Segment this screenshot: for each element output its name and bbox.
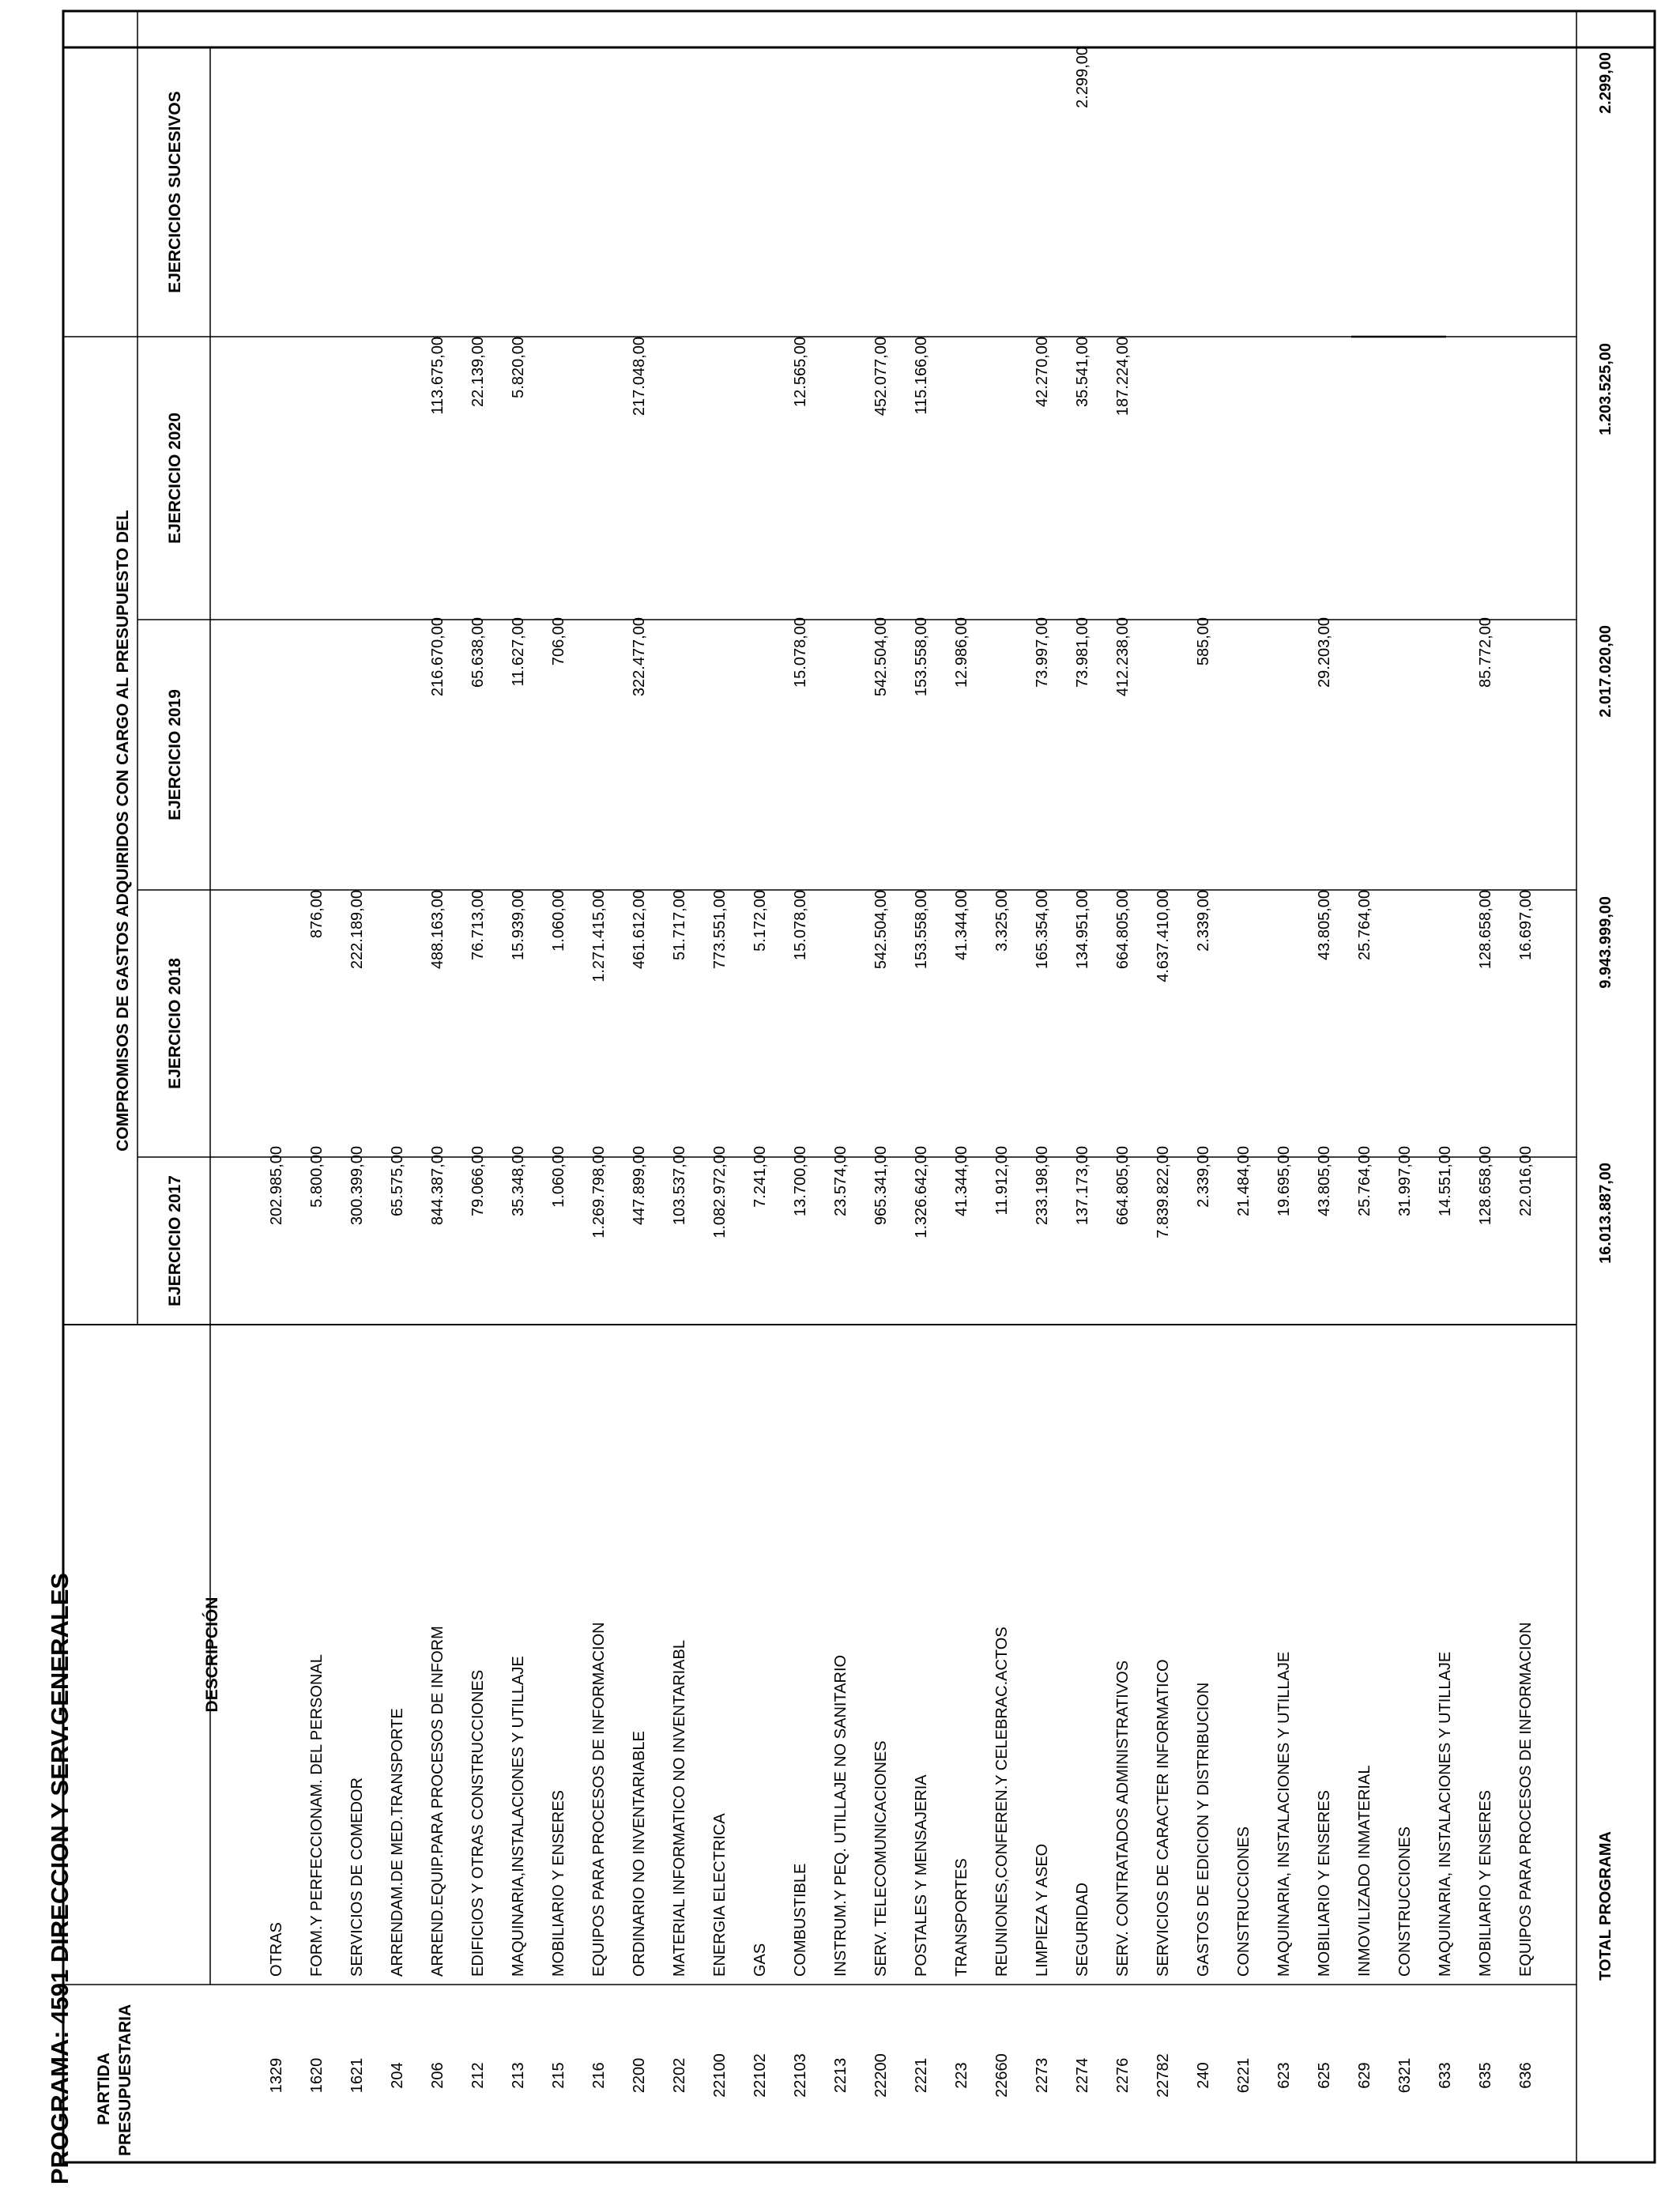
partida-code: 2213 — [832, 2057, 849, 2094]
partida-code: 22782 — [1155, 2053, 1172, 2098]
ejercicio-2020-cell: 5.820,00 — [510, 337, 527, 398]
ejercicio-2017-cell: 7.839.822,00 — [1155, 1146, 1172, 1238]
ejercicio-2017-cell: 202.985,00 — [268, 1146, 285, 1226]
ejercicio-2019-cell — [1355, 617, 1375, 890]
ejercicio-2017-cell: 23.574,00 — [832, 1146, 849, 1216]
ejercicio-2020-cell — [549, 337, 569, 620]
descripcion-cell: ARREND.EQUIP.PARA PROCESOS DE INFORM — [429, 1626, 446, 1977]
partida-code: 633 — [1437, 2062, 1454, 2089]
descripcion-cell: SERV. TELECOMUNICACIONES — [872, 1740, 890, 1977]
ejercicio-2019-cell — [710, 617, 730, 890]
page-title: PROGRAMA: 4591 DIRECCION Y SERV.GENERALES — [46, 1572, 73, 2185]
ejercicio-2017-cell: 25.764,00 — [1356, 1146, 1373, 1216]
ejercicio-2018-cell: 16.697,00 — [1517, 890, 1535, 960]
ejercicio-2020-cell — [952, 337, 972, 620]
ejercicio-2020-cell — [831, 337, 851, 620]
descripcion-cell: OTRAS — [268, 1922, 285, 1977]
descripcion-cell: CONSTRUCCIONES — [1235, 1826, 1252, 1977]
ejercicio-2018-cell: 43.805,00 — [1316, 890, 1333, 960]
partida-code: 206 — [429, 2062, 446, 2089]
ejercicios-sucesivos-cell — [469, 47, 488, 337]
descripcion-cell: SERV. CONTRATADOS ADMINISTRATIVOS — [1114, 1660, 1132, 1977]
ejercicio-2018-cell: 153.558,00 — [913, 890, 930, 970]
ejercicio-2019-cell: 322.477,00 — [631, 617, 648, 697]
descripcion-cell: REUNIONES,CONFEREN.Y CELEBRAC.ACTOS — [993, 1627, 1011, 1977]
ejercicio-2020-cell — [710, 337, 730, 620]
partida-code: 22102 — [751, 2053, 769, 2098]
ejercicio-2018-cell: 1.271.415,00 — [590, 890, 608, 982]
total-label: TOTAL PROGRAMA — [1597, 1831, 1614, 1981]
ejercicio-2020-cell: 22.139,00 — [469, 337, 487, 407]
header-ejercicio-2018: EJERCICIO 2018 — [166, 958, 184, 1089]
ejercicio-2020-cell — [267, 337, 287, 620]
ejercicios-sucesivos-cell — [872, 47, 891, 337]
partida-code: 2221 — [913, 2057, 930, 2094]
partida-code: 1620 — [308, 2057, 326, 2094]
ejercicio-2018-cell — [1275, 890, 1294, 1157]
ejercicio-2018-cell: 51.717,00 — [671, 890, 688, 960]
ejercicios-sucesivos-cell — [1355, 47, 1375, 337]
header-ejercicio-2017: EJERCICIO 2017 — [166, 1175, 184, 1306]
partida-code: 213 — [510, 2062, 527, 2089]
ejercicio-2020-cell — [1516, 337, 1536, 620]
ejercicios-sucesivos-cell — [1275, 47, 1294, 337]
descripcion-cell: FORM.Y PERFECCIONAM. DEL PERSONAL — [308, 1654, 326, 1977]
ejercicio-2020-cell: 452.077,00 — [872, 337, 890, 417]
ejercicio-2019-cell: 11.627,00 — [510, 617, 527, 687]
header-ejercicio-2020: EJERCICIO 2020 — [166, 413, 184, 544]
descripcion-cell: ORDINARIO NO INVENTARIABLE — [631, 1731, 648, 1977]
descripcion-cell: POSTALES Y MENSAJERIA — [913, 1774, 930, 1977]
partida-code: 1621 — [348, 2057, 366, 2094]
ejercicio-2017-cell: 664.805,00 — [1114, 1146, 1132, 1226]
ejercicios-sucesivos-cell — [509, 47, 529, 337]
ejercicio-2017-cell: 14.551,00 — [1437, 1146, 1454, 1216]
ejercicios-sucesivos-cell — [831, 47, 851, 337]
ejercicio-2018-cell — [1436, 890, 1456, 1157]
ejercicio-2020-cell — [1275, 337, 1294, 620]
ejercicio-2020-cell — [1396, 337, 1415, 620]
ejercicio-2018-cell — [831, 890, 851, 1157]
ejercicio-2019-cell: 412.238,00 — [1114, 617, 1132, 697]
ejercicio-2017-cell: 21.484,00 — [1235, 1146, 1252, 1216]
partida-code: 22100 — [711, 2053, 729, 2098]
ejercicio-2019-cell — [590, 617, 609, 890]
partida-code: 22660 — [993, 2053, 1011, 2098]
ejercicio-2017-cell: 1.060,00 — [550, 1146, 567, 1208]
ejercicio-2019-cell: 153.558,00 — [913, 617, 930, 697]
ejercicio-2017-cell: 137.173,00 — [1074, 1146, 1091, 1226]
ejercicio-2020-cell: 187.224,00 — [1114, 337, 1132, 417]
ejercicio-2018-cell: 222.189,00 — [348, 890, 366, 970]
descripcion-cell: SERVICIOS DE COMEDOR — [348, 1777, 366, 1977]
ejercicio-2020-cell — [590, 337, 609, 620]
ejercicios-sucesivos-cell — [1396, 47, 1415, 337]
ejercicio-2017-cell: 1.326.642,00 — [913, 1146, 930, 1238]
ejercicio-2017-cell: 128.658,00 — [1477, 1146, 1494, 1226]
table-outer-border — [63, 11, 1655, 2162]
ejercicio-2017-cell: 35.348,00 — [510, 1146, 527, 1216]
ejercicios-sucesivos-cell — [791, 47, 811, 337]
ejercicio-2019-cell: 29.203,00 — [1316, 617, 1333, 688]
partida-code: 2274 — [1074, 2057, 1091, 2094]
ejercicio-2018-cell: 461.612,00 — [631, 890, 648, 970]
descripcion-cell: MOBILIARIO Y ENSERES — [1316, 1789, 1333, 1977]
ejercicio-2018-cell: 2.339,00 — [1195, 890, 1212, 952]
ejercicio-2020-cell — [1476, 337, 1496, 620]
ejercicio-2018-cell: 1.060,00 — [550, 890, 567, 952]
header-partida: PARTIDA PRESUPUESTARIA — [95, 2004, 134, 2156]
ejercicio-2020-cell: 113.675,00 — [429, 337, 446, 415]
ejercicio-2020-cell: 115.166,00 — [913, 337, 930, 415]
ejercicio-2018-cell: 128.658,00 — [1477, 890, 1494, 970]
ejercicio-2018-cell — [388, 890, 408, 1157]
ejercicios-sucesivos-cell — [1113, 47, 1133, 337]
total-2017: 16.013.887,00 — [1597, 1163, 1614, 1264]
descripcion-cell: MATERIAL INFORMATICO NO INVENTARIABL — [671, 1640, 688, 1977]
ejercicio-2018-cell: 165.354,00 — [1034, 890, 1051, 970]
ejercicio-2017-cell: 13.700,00 — [792, 1146, 809, 1216]
ejercicio-2018-cell: 134.951,00 — [1074, 890, 1091, 970]
ejercicio-2019-cell — [1234, 617, 1254, 890]
descripcion-cell: MOBILIARIO Y ENSERES — [1477, 1789, 1494, 1977]
partida-code: 22103 — [792, 2053, 809, 2098]
descripcion-cell: INSTRUM.Y PEQ. UTILLAJE NO SANITARIO — [832, 1654, 849, 1977]
ejercicios-sucesivos-cell — [348, 47, 367, 337]
ejercicio-2018-cell: 25.764,00 — [1356, 890, 1373, 960]
ejercicios-sucesivos-cell — [307, 47, 327, 337]
partida-code: 636 — [1517, 2062, 1535, 2089]
ejercicios-sucesivos-cell: 2.299,00 — [1074, 47, 1091, 108]
ejercicio-2018-cell — [267, 890, 287, 1157]
total-sucesivos: 2.299,00 — [1597, 52, 1614, 114]
ejercicio-2020-cell — [1355, 337, 1375, 620]
ejercicio-2018-cell: 488.163,00 — [429, 890, 446, 970]
ejercicios-sucesivos-cell — [993, 47, 1012, 337]
ejercicio-2017-cell: 1.269.798,00 — [590, 1146, 608, 1238]
ejercicio-2020-cell — [670, 337, 690, 620]
ejercicio-2017-cell: 7.241,00 — [751, 1146, 769, 1208]
ejercicios-sucesivos-cell — [1033, 47, 1053, 337]
total-2020: 1.203.525,00 — [1597, 343, 1614, 435]
ejercicio-2019-cell — [267, 617, 287, 890]
ejercicio-2020-cell — [1315, 337, 1335, 620]
ejercicios-sucesivos-cell — [670, 47, 690, 337]
total-2018: 9.943.999,00 — [1597, 896, 1614, 989]
descripcion-cell: INMOVILIZADO INMATERIAL — [1356, 1765, 1373, 1977]
ejercicio-2019-cell: 585,00 — [1195, 617, 1212, 666]
ejercicio-2017-cell: 43.805,00 — [1316, 1146, 1333, 1216]
descripcion-cell: EQUIPOS PARA PROCESOS DE INFORMACION — [1517, 1622, 1535, 1977]
descripcion-cell: MAQUINARIA,INSTALACIONES Y UTILLAJE — [510, 1656, 527, 1977]
ejercicio-2018-cell: 773.551,00 — [711, 890, 729, 970]
partida-code: 2276 — [1114, 2057, 1132, 2094]
ejercicio-2019-cell: 216.670,00 — [429, 617, 446, 697]
ejercicio-2019-cell — [1436, 617, 1456, 890]
ejercicio-2017-cell: 79.066,00 — [469, 1146, 487, 1216]
partida-code: 629 — [1356, 2062, 1373, 2089]
ejercicio-2020-cell — [993, 337, 1012, 620]
partida-code: 204 — [389, 2062, 406, 2089]
ejercicio-2019-cell — [307, 617, 327, 890]
ejercicio-2017-cell: 22.016,00 — [1517, 1146, 1535, 1216]
descripcion-cell: MOBILIARIO Y ENSERES — [550, 1789, 567, 1977]
descripcion-cell: ENERGIA ELECTRICA — [711, 1813, 729, 1977]
ejercicio-2018-cell: 15.939,00 — [510, 890, 527, 960]
ejercicio-2020-cell — [1436, 337, 1456, 620]
partida-code: 223 — [953, 2062, 970, 2089]
ejercicio-2017-cell: 19.695,00 — [1275, 1146, 1293, 1216]
ejercicios-sucesivos-cell — [267, 47, 287, 337]
descripcion-cell: ARRENDAM.DE MED.TRANSPORTE — [389, 1708, 406, 1977]
ejercicios-sucesivos-cell — [428, 47, 448, 337]
ejercicios-sucesivos-cell — [388, 47, 408, 337]
ejercicio-2019-cell: 542.504,00 — [872, 617, 890, 697]
ejercicio-2018-cell: 15.078,00 — [792, 890, 809, 960]
ejercicio-2019-cell — [1154, 617, 1173, 890]
ejercicio-2020-cell — [751, 337, 770, 620]
ejercicio-2019-cell — [751, 617, 770, 890]
ejercicios-sucesivos-cell — [1194, 47, 1214, 337]
partida-code: 2200 — [631, 2057, 648, 2094]
ejercicio-2017-cell: 233.198,00 — [1034, 1146, 1051, 1226]
ejercicio-2019-cell — [1275, 617, 1294, 890]
ejercicios-sucesivos-cell — [751, 47, 770, 337]
ejercicio-2018-cell: 876,00 — [308, 890, 326, 939]
partida-code: 2202 — [671, 2057, 688, 2094]
ejercicio-2019-cell — [993, 617, 1012, 890]
ejercicio-2020-cell — [1154, 337, 1173, 620]
ejercicios-sucesivos-cell — [1234, 47, 1254, 337]
partida-code: 1329 — [268, 2057, 285, 2094]
ejercicio-2019-cell: 706,00 — [550, 617, 567, 666]
ejercicio-2017-cell: 5.800,00 — [308, 1146, 326, 1208]
partida-code: 240 — [1195, 2062, 1212, 2089]
ejercicio-2020-cell — [1194, 337, 1214, 620]
descripcion-cell: GASTOS DE EDICION Y DISTRIBUCION — [1195, 1682, 1212, 1977]
ejercicio-2017-cell: 965.341,00 — [872, 1146, 890, 1226]
ejercicio-2017-cell: 844.387,00 — [429, 1146, 446, 1226]
partida-code: 6321 — [1396, 2057, 1414, 2094]
descripcion-cell: COMBUSTIBLE — [792, 1863, 809, 1977]
ejercicio-2018-cell: 3.325,00 — [993, 890, 1011, 952]
ejercicio-2017-cell: 31.997,00 — [1396, 1146, 1414, 1216]
ejercicios-sucesivos-cell — [952, 47, 972, 337]
ejercicios-sucesivos-cell — [590, 47, 609, 337]
ejercicio-2017-cell: 1.082.972,00 — [711, 1146, 729, 1238]
ejercicio-2019-cell: 85.772,00 — [1477, 617, 1494, 688]
header-compromisos: COMPROMISOS DE GASTOS ADQUIRIDOS CON CARGO AL PRESUPUESTO DEL — [114, 510, 132, 1152]
descripcion-cell: SEGURIDAD — [1074, 1883, 1091, 1977]
ejercicio-2017-cell: 65.575,00 — [389, 1146, 406, 1216]
ejercicio-2020-cell: 12.565,00 — [792, 337, 809, 407]
ejercicios-sucesivos-cell — [1154, 47, 1173, 337]
ejercicio-2017-cell: 41.344,00 — [953, 1146, 970, 1216]
ejercicio-2018-cell: 76.713,00 — [469, 890, 487, 960]
ejercicio-2019-cell — [1516, 617, 1536, 890]
ejercicio-2018-cell: 4.637.410,00 — [1155, 890, 1172, 982]
ejercicio-2018-cell — [1396, 890, 1415, 1157]
ejercicio-2019-cell — [831, 617, 851, 890]
ejercicio-2020-cell — [1234, 337, 1254, 620]
ejercicio-2019-cell — [670, 617, 690, 890]
ejercicio-2019-cell: 73.997,00 — [1034, 617, 1051, 688]
ejercicio-2018-cell: 41.344,00 — [953, 890, 970, 960]
ejercicio-2019-cell: 73.981,00 — [1074, 617, 1091, 688]
ejercicio-2017-cell: 2.339,00 — [1195, 1146, 1212, 1208]
descripcion-cell: MAQUINARIA, INSTALACIONES Y UTILLAJE — [1275, 1651, 1293, 1977]
partida-code: 215 — [550, 2062, 567, 2089]
partida-code: 625 — [1316, 2062, 1333, 2089]
ejercicios-sucesivos-cell — [1436, 47, 1456, 337]
header-descripcion: DESCRIPCIÓN — [203, 1596, 221, 1713]
descripcion-cell: TRANSPORTES — [953, 1858, 970, 1977]
partida-code: 6221 — [1235, 2057, 1252, 2094]
ejercicios-sucesivos-cell — [912, 47, 932, 337]
ejercicio-2020-cell — [307, 337, 327, 620]
descripcion-cell: EDIFICIOS Y OTRAS CONSTRUCCIONES — [469, 1669, 487, 1977]
ejercicios-sucesivos-cell — [1516, 47, 1536, 337]
ejercicios-sucesivos-cell — [710, 47, 730, 337]
ejercicio-2020-cell: 42.270,00 — [1034, 337, 1051, 407]
descripcion-cell: CONSTRUCCIONES — [1396, 1826, 1414, 1977]
descripcion-cell: LIMPIEZA Y ASEO — [1034, 1843, 1051, 1977]
total-2019: 2.017.020,00 — [1597, 625, 1614, 718]
ejercicio-2017-cell: 300.399,00 — [348, 1146, 366, 1226]
partida-code: 216 — [590, 2062, 608, 2089]
ejercicio-2019-cell — [1396, 617, 1415, 890]
ejercicio-2020-cell: 35.541,00 — [1074, 337, 1091, 407]
ejercicio-2019-cell — [348, 617, 367, 890]
ejercicio-2017-cell: 11.912,00 — [993, 1146, 1011, 1216]
ejercicio-2017-cell: 447.899,00 — [631, 1146, 648, 1226]
ejercicio-2018-cell — [1234, 890, 1254, 1157]
partida-code: 212 — [469, 2062, 487, 2089]
header-ejercicios-sucesivos: EJERCICIOS SUCESIVOS — [166, 91, 184, 293]
ejercicio-2018-cell: 5.172,00 — [751, 890, 769, 952]
ejercicios-sucesivos-cell — [630, 47, 650, 337]
ejercicio-2019-cell — [388, 617, 408, 890]
ejercicio-2018-cell: 542.504,00 — [872, 890, 890, 970]
descripcion-cell: SERVICIOS DE CARACTER INFORMATICO — [1155, 1659, 1172, 1977]
descripcion-cell: MAQUINARIA, INSTALACIONES Y UTILLAJE — [1437, 1651, 1454, 1977]
ejercicio-2019-cell: 12.986,00 — [953, 617, 970, 688]
ejercicios-sucesivos-cell — [549, 47, 569, 337]
partida-code: 2273 — [1034, 2057, 1051, 2094]
ejercicio-2017-cell: 103.537,00 — [671, 1146, 688, 1226]
ejercicio-2020-cell — [388, 337, 408, 620]
ejercicio-2018-cell: 664.805,00 — [1114, 890, 1132, 970]
ejercicio-2020-cell: 217.048,00 — [631, 337, 648, 417]
partida-code: 623 — [1275, 2062, 1293, 2089]
descripcion-cell: GAS — [751, 1943, 769, 1977]
ejercicio-2020-cell — [348, 337, 367, 620]
header-ejercicio-2019: EJERCICIO 2019 — [166, 689, 184, 820]
ejercicio-2019-cell: 65.638,00 — [469, 617, 487, 688]
ejercicios-sucesivos-cell — [1476, 47, 1496, 337]
ejercicios-sucesivos-cell — [1315, 47, 1335, 337]
partida-code: 635 — [1477, 2062, 1494, 2089]
partida-code: 22200 — [872, 2053, 890, 2098]
ejercicio-2019-cell: 15.078,00 — [792, 617, 809, 688]
descripcion-cell: EQUIPOS PARA PROCESOS DE INFORMACION — [590, 1622, 608, 1977]
